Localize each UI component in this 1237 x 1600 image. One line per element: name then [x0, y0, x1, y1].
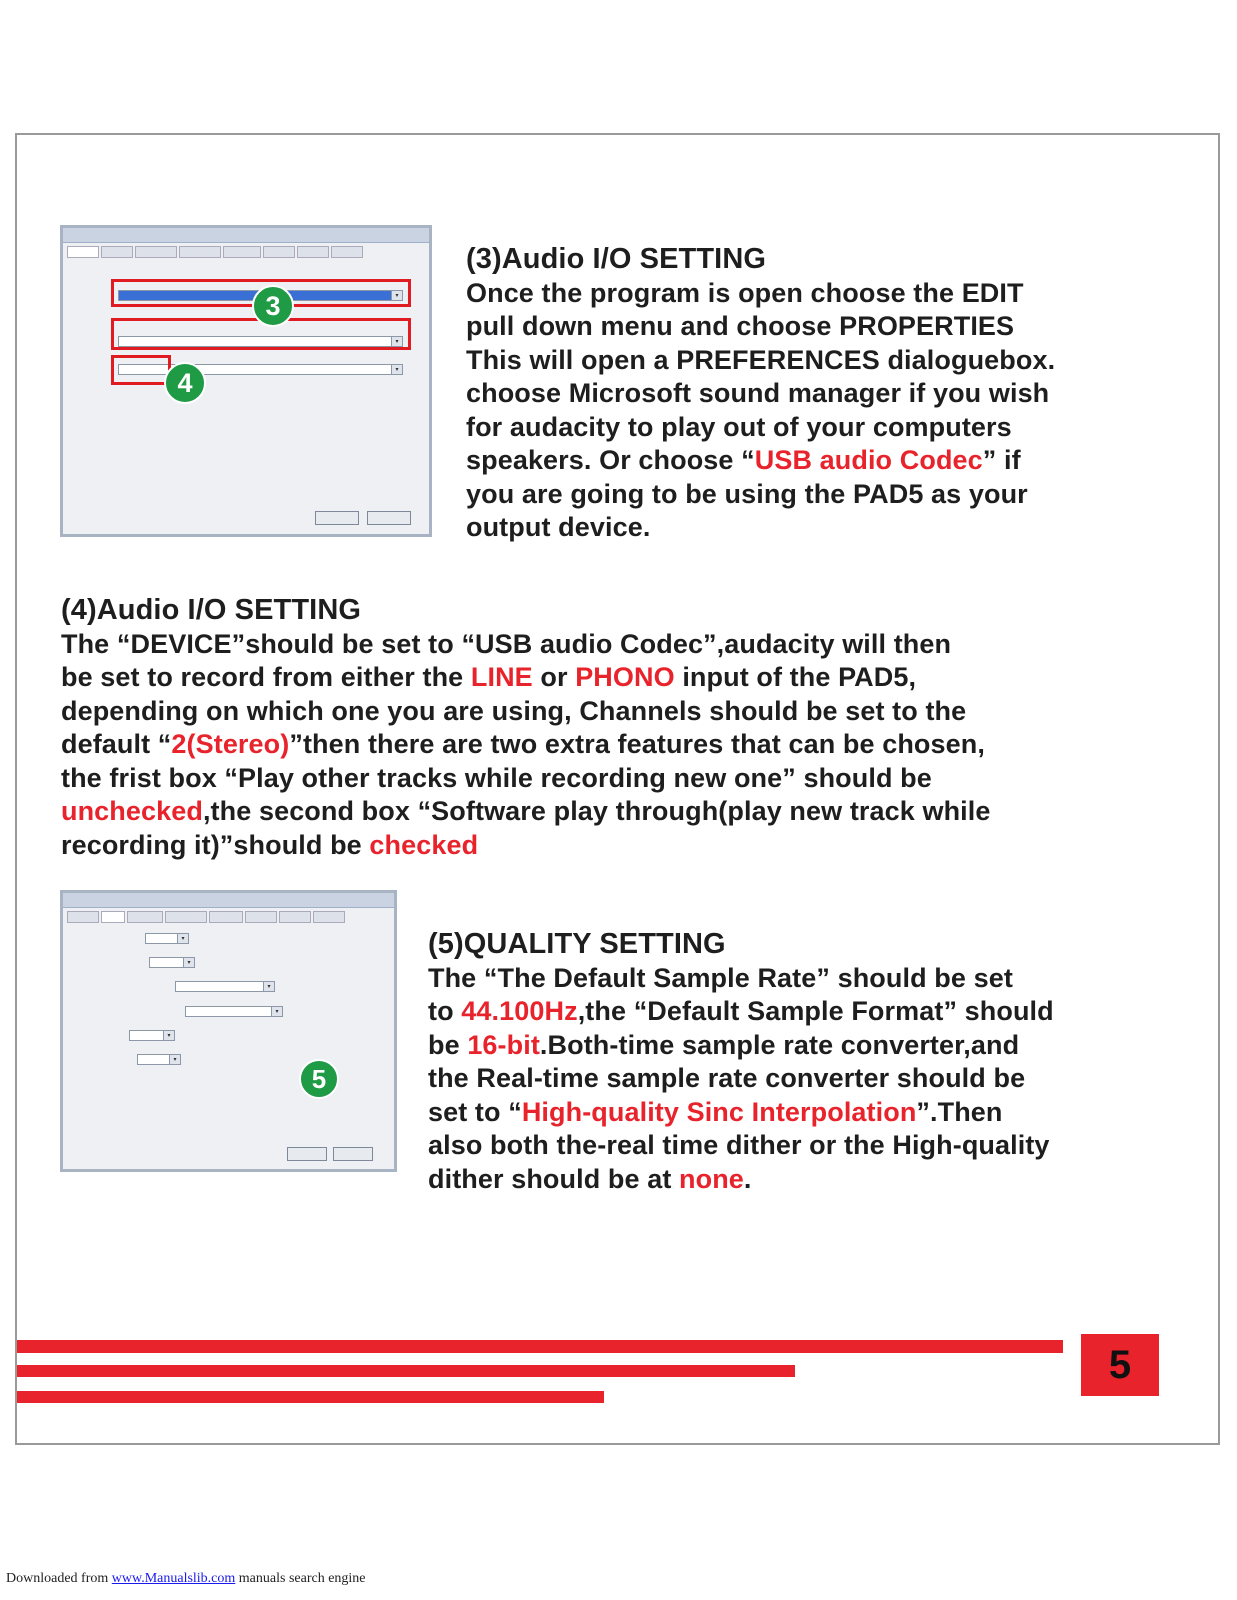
section5-line: set to “High-quality Sinc Interpolation”.Then — [428, 1096, 1003, 1127]
section5-line: the Real-time sample rate converter should be — [428, 1063, 1026, 1093]
decor-stripe-2 — [17, 1365, 795, 1377]
tab — [127, 911, 163, 923]
section4-line: The “DEVICE”should be set to “USB audio Codec”,audacity will then — [61, 628, 952, 659]
tab — [135, 246, 177, 258]
ok-button — [367, 511, 411, 525]
tab — [209, 911, 243, 923]
tab — [279, 911, 311, 923]
section3-line: output device. — [466, 512, 651, 542]
sample-rate-select — [145, 933, 189, 944]
chevron-down-icon: ▾ — [391, 365, 402, 374]
step-badge-3: 3 — [252, 285, 294, 327]
chevron-down-icon: ▾ — [391, 337, 402, 346]
section4-heading: (4)Audio I/O SETTING — [61, 594, 362, 626]
unchecked-highlight: unchecked — [61, 796, 203, 826]
section3-line: This will open a PREFERENCES dialoguebox. — [466, 344, 1056, 375]
tab — [313, 911, 345, 923]
page-number: 5 — [1081, 1334, 1159, 1396]
hq-converter-select — [185, 1006, 283, 1017]
step-badge-4: 4 — [164, 362, 206, 404]
section5-text — [428, 928, 1054, 1196]
tab — [101, 911, 125, 923]
manualslib-link[interactable]: www.Manualslib.com — [111, 1571, 236, 1586]
realtime-converter-select — [175, 981, 275, 992]
section3-heading: (3)Audio I/O SETTING — [466, 243, 767, 275]
decor-stripe-1 — [17, 1340, 1063, 1353]
chevron-down-icon: ▾ — [169, 1055, 180, 1064]
section5-line: be 16-bit.Both-time sample rate converter,and — [428, 1029, 1020, 1060]
tab — [101, 246, 133, 258]
tab — [245, 911, 277, 923]
section5-line: to 44.100Hz,the “Default Sample Format” should — [428, 996, 1054, 1026]
section4-line: default “2(Stereo)”then there are two extra features that can be chosen, — [61, 729, 985, 759]
sinc-highlight: High-quality Sinc Interpolation — [521, 1096, 917, 1127]
chevron-down-icon: ▾ — [177, 934, 188, 943]
ok-button — [333, 1147, 373, 1161]
dialog-tabs — [63, 243, 429, 258]
tab — [331, 246, 363, 258]
tab — [179, 246, 221, 258]
cancel-button — [287, 1147, 327, 1161]
tab — [67, 246, 99, 258]
chevron-down-icon: ▾ — [263, 982, 274, 991]
section3-line: choose Microsoft sound manager if you wish — [466, 378, 1050, 408]
tab — [67, 911, 99, 923]
sample-format-select — [149, 957, 195, 968]
cancel-button — [315, 511, 359, 525]
footer-suffix: manuals search engine — [235, 1571, 366, 1586]
chevron-down-icon: ▾ — [391, 291, 402, 300]
step-badge-5: 5 — [299, 1059, 339, 1099]
tab — [297, 246, 329, 258]
section4-text — [61, 594, 991, 862]
dialog-tabs — [63, 908, 394, 923]
section4-line: be set to record from either the LINE or PHONO input of the PAD5, — [61, 662, 917, 692]
highlight-channels — [111, 355, 171, 385]
section4-line: unchecked,the second box “Software play through(play new track while — [61, 796, 991, 826]
realtime-dither-select — [129, 1030, 175, 1041]
section5-line: also both the-real time dither or the High-quality — [428, 1130, 1050, 1160]
section4-line: depending on which one you are using, Channels should be set to the — [61, 695, 967, 726]
bit-depth-highlight: 16-bit — [467, 1029, 540, 1060]
chevron-down-icon: ▾ — [163, 1031, 174, 1040]
none-highlight: none — [679, 1163, 744, 1194]
stereo-highlight: 2(Stereo) — [171, 729, 290, 759]
chevron-down-icon: ▾ — [271, 1007, 282, 1016]
section5-heading: (5)QUALITY SETTING — [428, 928, 726, 960]
section4-line: recording it)”should be checked — [61, 829, 479, 860]
footer — [6, 1571, 366, 1587]
section4-line: the frist box “Play other tracks while recording new one” should be — [61, 762, 932, 793]
section3-line: pull down menu and choose PROPERTIES — [466, 311, 1015, 341]
section3-line: you are going to be using the PAD5 as your — [466, 478, 1028, 509]
section5-line: dither should be at none. — [428, 1163, 752, 1194]
phono-highlight: PHONO — [575, 662, 675, 692]
section3-line: Once the program is open choose the EDIT — [466, 277, 1024, 308]
footer-prefix: Downloaded from — [6, 1571, 112, 1586]
usb-codec-highlight: USB audio Codec — [754, 445, 983, 475]
chevron-down-icon: ▾ — [183, 958, 194, 967]
hq-dither-select — [137, 1054, 181, 1065]
checked-highlight: checked — [369, 829, 479, 860]
decor-stripe-3 — [17, 1391, 604, 1403]
section3-line: for audacity to play out of your computers — [466, 411, 1012, 442]
line-highlight: LINE — [470, 662, 533, 692]
dialog-titlebar — [63, 893, 394, 908]
tab — [165, 911, 207, 923]
section3-text — [466, 243, 1055, 545]
section3-line: speakers. Or choose “USB audio Codec” if — [466, 445, 1021, 475]
tab — [223, 246, 261, 258]
section5-line: The “The Default Sample Rate” should be set — [428, 962, 1013, 993]
quality-screenshot — [60, 890, 397, 1172]
sample-rate-highlight: 44.100Hz — [461, 996, 578, 1026]
tab — [263, 246, 295, 258]
dialog-titlebar — [63, 228, 429, 243]
